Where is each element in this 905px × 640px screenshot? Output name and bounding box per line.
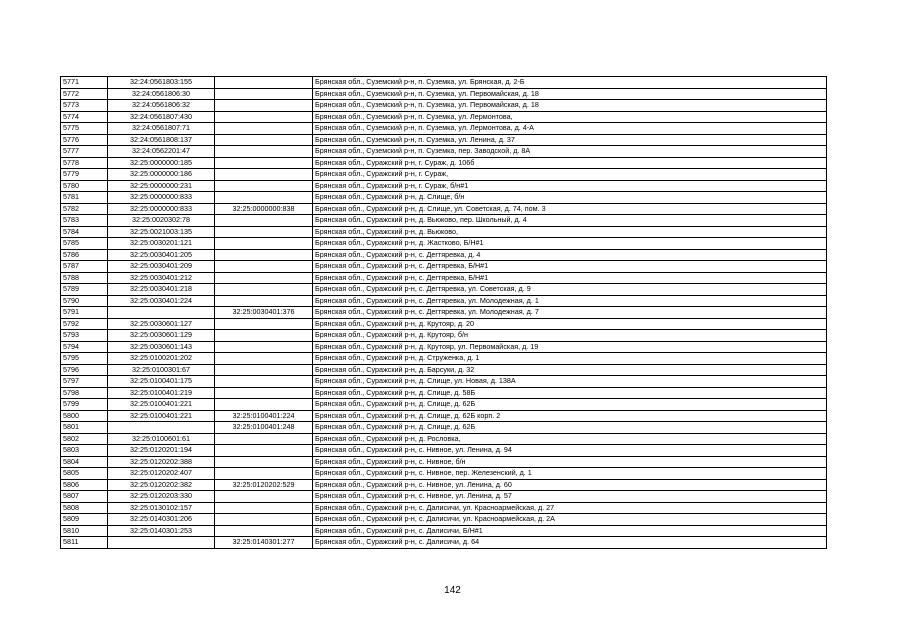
address-cell: Брянская обл., Суражский р-н, с. Дегтяревка, Б/Н#1 <box>313 261 827 273</box>
table-row <box>61 123 827 135</box>
row-number-cell: 5789 <box>61 284 108 296</box>
row-number-cell: 5802 <box>61 433 108 445</box>
address-cell: Брянская обл., Суражский р-н, д. Крутояр, ул. Первомайская, д. 19 <box>313 341 827 353</box>
related-cadastral-number-cell <box>215 491 313 503</box>
table-row <box>61 180 827 192</box>
row-number-cell: 5799 <box>61 399 108 411</box>
cadastral-number-cell: 32:25:0000000:185 <box>108 157 215 169</box>
row-number-cell: 5800 <box>61 410 108 422</box>
cadastral-number-cell <box>108 307 215 319</box>
address-cell: Брянская обл., Суражский р-н, г. Сураж, б/н#1 <box>313 180 827 192</box>
cadastral-number-cell: 32:25:0140301:253 <box>108 525 215 537</box>
table-row <box>61 146 827 158</box>
address-cell: Брянская обл., Суражский р-н, с. Далисичи, Б/Н#1 <box>313 525 827 537</box>
related-cadastral-number-cell <box>215 238 313 250</box>
cadastral-number-cell: 32:25:0030401:205 <box>108 249 215 261</box>
related-cadastral-number-cell <box>215 284 313 296</box>
address-cell: Брянская обл., Суземский р-н, п. Суземка, ул. Лермонтова, д. 4-А <box>313 123 827 135</box>
cadastral-number-cell: 32:25:0030601:129 <box>108 330 215 342</box>
address-cell: Брянская обл., Суражский р-н, д. Вьюково, пер. Школьный, д. 4 <box>313 215 827 227</box>
row-number-cell: 5791 <box>61 307 108 319</box>
address-cell: Брянская обл., Суражский р-н, д. Слище, д. 62Б корп. 2 <box>313 410 827 422</box>
row-number-cell: 5811 <box>61 537 108 549</box>
cadastral-number-cell: 32:25:0100401:221 <box>108 399 215 411</box>
table-row <box>61 284 827 296</box>
row-number-cell: 5781 <box>61 192 108 204</box>
address-cell: Брянская обл., Суражский р-н, д. Слище, ул. Советская, д. 74, пом. 3 <box>313 203 827 215</box>
cadastral-number-cell: 32:25:0100601:61 <box>108 433 215 445</box>
cadastral-number-cell: 32:25:0120202:407 <box>108 468 215 480</box>
table-row <box>61 77 827 89</box>
related-cadastral-number-cell <box>215 192 313 204</box>
address-cell: Брянская обл., Суражский р-н, с. Дегтяревка, Б/Н#1 <box>313 272 827 284</box>
related-cadastral-number-cell <box>215 295 313 307</box>
table-row <box>61 318 827 330</box>
registry-table <box>60 76 827 549</box>
cadastral-number-cell: 32:24:0561807:71 <box>108 123 215 135</box>
related-cadastral-number-cell <box>215 88 313 100</box>
cadastral-number-cell: 32:25:0000000:186 <box>108 169 215 181</box>
address-cell: Брянская обл., Суражский р-н, д. Слище, д. 62Б <box>313 399 827 411</box>
table-row <box>61 479 827 491</box>
table-row <box>61 215 827 227</box>
related-cadastral-number-cell <box>215 433 313 445</box>
related-cadastral-number-cell <box>215 445 313 457</box>
address-cell: Брянская обл., Суражский р-н, д. Слище, ул. Новая, д. 138А <box>313 376 827 388</box>
related-cadastral-number-cell <box>215 387 313 399</box>
cadastral-number-cell: 32:24:0562201:47 <box>108 146 215 158</box>
table-row <box>61 238 827 250</box>
related-cadastral-number-cell <box>215 134 313 146</box>
row-number-cell: 5797 <box>61 376 108 388</box>
address-cell: Брянская обл., Суражский р-н, с. Дегтяревка, д. 4 <box>313 249 827 261</box>
related-cadastral-number-cell: 32:25:0120202:529 <box>215 479 313 491</box>
address-cell: Брянская обл., Суражский р-н, с. Нивное, ул. Ленина, д. 57 <box>313 491 827 503</box>
row-number-cell: 5806 <box>61 479 108 491</box>
related-cadastral-number-cell <box>215 146 313 158</box>
cadastral-number-cell: 32:25:0030401:209 <box>108 261 215 273</box>
row-number-cell: 5780 <box>61 180 108 192</box>
row-number-cell: 5776 <box>61 134 108 146</box>
table-row <box>61 330 827 342</box>
cadastral-number-cell: 32:25:0000000:833 <box>108 192 215 204</box>
row-number-cell: 5792 <box>61 318 108 330</box>
table-row <box>61 491 827 503</box>
cadastral-number-cell: 32:25:0100301:67 <box>108 364 215 376</box>
related-cadastral-number-cell <box>215 514 313 526</box>
table-row <box>61 307 827 319</box>
row-number-cell: 5796 <box>61 364 108 376</box>
row-number-cell: 5788 <box>61 272 108 284</box>
cadastral-number-cell: 32:25:0030401:212 <box>108 272 215 284</box>
address-cell: Брянская обл., Суземский р-н, п. Суземка, пер. Заводской, д. 8А <box>313 146 827 158</box>
row-number-cell: 5790 <box>61 295 108 307</box>
table-row <box>61 226 827 238</box>
address-cell: Брянская обл., Суражский р-н, с. Нивное, пер. Железенский, д. 1 <box>313 468 827 480</box>
table-row <box>61 169 827 181</box>
related-cadastral-number-cell <box>215 364 313 376</box>
table-row <box>61 261 827 273</box>
table-row <box>61 537 827 549</box>
row-number-cell: 5808 <box>61 502 108 514</box>
table-row <box>61 410 827 422</box>
row-number-cell: 5807 <box>61 491 108 503</box>
row-number-cell: 5771 <box>61 77 108 89</box>
cadastral-number-cell: 32:25:0120202:382 <box>108 479 215 491</box>
row-number-cell: 5805 <box>61 468 108 480</box>
related-cadastral-number-cell <box>215 341 313 353</box>
table-row <box>61 422 827 434</box>
table-row <box>61 295 827 307</box>
page-number: 142 <box>444 585 461 596</box>
table-row <box>61 364 827 376</box>
related-cadastral-number-cell <box>215 456 313 468</box>
address-cell: Брянская обл., Суземский р-н, п. Суземка, ул. Первомайская, д. 18 <box>313 88 827 100</box>
related-cadastral-number-cell <box>215 353 313 365</box>
row-number-cell: 5772 <box>61 88 108 100</box>
related-cadastral-number-cell <box>215 100 313 112</box>
table-row <box>61 111 827 123</box>
address-cell: Брянская обл., Суражский р-н, д. Жастково, Б/Н#1 <box>313 238 827 250</box>
related-cadastral-number-cell <box>215 169 313 181</box>
address-cell: Брянская обл., Суражский р-н, с. Дегтяревка, ул. Молодежная, д. 1 <box>313 295 827 307</box>
row-number-cell: 5794 <box>61 341 108 353</box>
cadastral-number-cell <box>108 422 215 434</box>
row-number-cell: 5801 <box>61 422 108 434</box>
row-number-cell: 5798 <box>61 387 108 399</box>
related-cadastral-number-cell: 32:25:0100401:248 <box>215 422 313 434</box>
cadastral-number-cell: 32:25:0030601:127 <box>108 318 215 330</box>
address-cell: Брянская обл., Суземский р-н, п. Суземка, ул. Ленина, д. 37 <box>313 134 827 146</box>
table-row <box>61 433 827 445</box>
table-row <box>61 387 827 399</box>
related-cadastral-number-cell <box>215 123 313 135</box>
address-cell: Брянская обл., Суражский р-н, д. Крутояр, д. 20 <box>313 318 827 330</box>
table-row <box>61 100 827 112</box>
table-row <box>61 157 827 169</box>
table-row <box>61 203 827 215</box>
related-cadastral-number-cell <box>215 180 313 192</box>
cadastral-number-cell: 32:25:0100201:202 <box>108 353 215 365</box>
related-cadastral-number-cell <box>215 468 313 480</box>
registry-table-body <box>61 77 827 549</box>
cadastral-number-cell: 32:25:0021003:135 <box>108 226 215 238</box>
row-number-cell: 5810 <box>61 525 108 537</box>
related-cadastral-number-cell <box>215 157 313 169</box>
table-row <box>61 272 827 284</box>
cadastral-number-cell: 32:25:0140301:206 <box>108 514 215 526</box>
cadastral-number-cell: 32:25:0100401:221 <box>108 410 215 422</box>
cadastral-number-cell: 32:25:0120203:330 <box>108 491 215 503</box>
row-number-cell: 5774 <box>61 111 108 123</box>
related-cadastral-number-cell <box>215 376 313 388</box>
related-cadastral-number-cell: 32:25:0030401:376 <box>215 307 313 319</box>
address-cell: Брянская обл., Суражский р-н, д. Вьюково, <box>313 226 827 238</box>
related-cadastral-number-cell <box>215 502 313 514</box>
related-cadastral-number-cell <box>215 330 313 342</box>
cadastral-number-cell: 32:25:0030401:224 <box>108 295 215 307</box>
address-cell: Брянская обл., Суражский р-н, д. Струженка, д. 1 <box>313 353 827 365</box>
cadastral-number-cell: 32:25:0120202:388 <box>108 456 215 468</box>
row-number-cell: 5782 <box>61 203 108 215</box>
cadastral-number-cell: 32:25:0030601:143 <box>108 341 215 353</box>
address-cell: Брянская обл., Суземский р-н, п. Суземка, ул. Лермонтова, <box>313 111 827 123</box>
table-row <box>61 445 827 457</box>
address-cell: Брянская обл., Суражский р-н, с. Дегтяревка, ул. Советская, д. 9 <box>313 284 827 296</box>
cadastral-number-cell: 32:25:0100401:175 <box>108 376 215 388</box>
cadastral-number-cell: 32:25:0030401:218 <box>108 284 215 296</box>
address-cell: Брянская обл., Суземский р-н, п. Суземка, ул. Брянская, д. 2-Б <box>313 77 827 89</box>
address-cell: Брянская обл., Суражский р-н, с. Далисичи, ул. Красноармейская, д. 2А <box>313 514 827 526</box>
cadastral-number-cell: 32:25:0030201:121 <box>108 238 215 250</box>
related-cadastral-number-cell <box>215 215 313 227</box>
address-cell: Брянская обл., Суражский р-н, с. Далисичи, д. 64 <box>313 537 827 549</box>
related-cadastral-number-cell <box>215 399 313 411</box>
table-row <box>61 353 827 365</box>
address-cell: Брянская обл., Суражский р-н, с. Дегтяревка, ул. Молодежная, д. 7 <box>313 307 827 319</box>
address-cell: Брянская обл., Суражский р-н, д. Рословка, <box>313 433 827 445</box>
table-row <box>61 88 827 100</box>
table-row <box>61 456 827 468</box>
table-row <box>61 134 827 146</box>
related-cadastral-number-cell <box>215 249 313 261</box>
row-number-cell: 5793 <box>61 330 108 342</box>
related-cadastral-number-cell: 32:25:0100401:224 <box>215 410 313 422</box>
row-number-cell: 5804 <box>61 456 108 468</box>
table-row <box>61 341 827 353</box>
cadastral-number-cell: 32:25:0000000:231 <box>108 180 215 192</box>
table-row <box>61 468 827 480</box>
address-cell: Брянская обл., Суражский р-н, д. Слище, б/н <box>313 192 827 204</box>
row-number-cell: 5779 <box>61 169 108 181</box>
table-row <box>61 399 827 411</box>
table-row <box>61 249 827 261</box>
cadastral-number-cell: 32:25:0130102:157 <box>108 502 215 514</box>
address-cell: Брянская обл., Суражский р-н, с. Нивное, ул. Ленина, д. 60 <box>313 479 827 491</box>
address-cell: Брянская обл., Суражский р-н, д. Барсуки, д. 32 <box>313 364 827 376</box>
related-cadastral-number-cell <box>215 77 313 89</box>
row-number-cell: 5775 <box>61 123 108 135</box>
related-cadastral-number-cell <box>215 272 313 284</box>
cadastral-number-cell: 32:24:0561807:430 <box>108 111 215 123</box>
table-row <box>61 376 827 388</box>
cadastral-number-cell: 32:25:0000000:833 <box>108 203 215 215</box>
address-cell: Брянская обл., Суражский р-н, с. Далисичи, ул. Красноармейская, д. 27 <box>313 502 827 514</box>
address-cell: Брянская обл., Суражский р-н, г. Сураж, <box>313 169 827 181</box>
table-row <box>61 514 827 526</box>
row-number-cell: 5787 <box>61 261 108 273</box>
row-number-cell: 5809 <box>61 514 108 526</box>
cadastral-number-cell: 32:24:0561806:30 <box>108 88 215 100</box>
table-row <box>61 525 827 537</box>
table-row <box>61 502 827 514</box>
cadastral-number-cell: 32:25:0020302:78 <box>108 215 215 227</box>
cadastral-number-cell: 32:24:0561803:155 <box>108 77 215 89</box>
related-cadastral-number-cell <box>215 318 313 330</box>
related-cadastral-number-cell <box>215 525 313 537</box>
related-cadastral-number-cell <box>215 111 313 123</box>
address-cell: Брянская обл., Суражский р-н, г. Сураж, д. 106б <box>313 157 827 169</box>
cadastral-number-cell <box>108 537 215 549</box>
address-cell: Брянская обл., Суражский р-н, д. Крутояр, б/н <box>313 330 827 342</box>
related-cadastral-number-cell: 32:25:0000000:838 <box>215 203 313 215</box>
address-cell: Брянская обл., Суземский р-н, п. Суземка, ул. Первомайская, д. 18 <box>313 100 827 112</box>
related-cadastral-number-cell <box>215 261 313 273</box>
address-cell: Брянская обл., Суражский р-н, д. Слище, д. 62Б <box>313 422 827 434</box>
row-number-cell: 5784 <box>61 226 108 238</box>
cadastral-number-cell: 32:24:0561808:137 <box>108 134 215 146</box>
related-cadastral-number-cell <box>215 226 313 238</box>
address-cell: Брянская обл., Суражский р-н, с. Нивное, б/н <box>313 456 827 468</box>
table-row <box>61 192 827 204</box>
row-number-cell: 5783 <box>61 215 108 227</box>
row-number-cell: 5777 <box>61 146 108 158</box>
row-number-cell: 5803 <box>61 445 108 457</box>
row-number-cell: 5795 <box>61 353 108 365</box>
address-cell: Брянская обл., Суражский р-н, с. Нивное, ул. Ленина, д. 94 <box>313 445 827 457</box>
row-number-cell: 5778 <box>61 157 108 169</box>
row-number-cell: 5773 <box>61 100 108 112</box>
cadastral-number-cell: 32:25:0120201:194 <box>108 445 215 457</box>
address-cell: Брянская обл., Суражский р-н, д. Слище, д. 58Б <box>313 387 827 399</box>
cadastral-number-cell: 32:25:0100401:219 <box>108 387 215 399</box>
row-number-cell: 5785 <box>61 238 108 250</box>
related-cadastral-number-cell: 32:25:0140301:277 <box>215 537 313 549</box>
row-number-cell: 5786 <box>61 249 108 261</box>
cadastral-number-cell: 32:24:0561806:32 <box>108 100 215 112</box>
